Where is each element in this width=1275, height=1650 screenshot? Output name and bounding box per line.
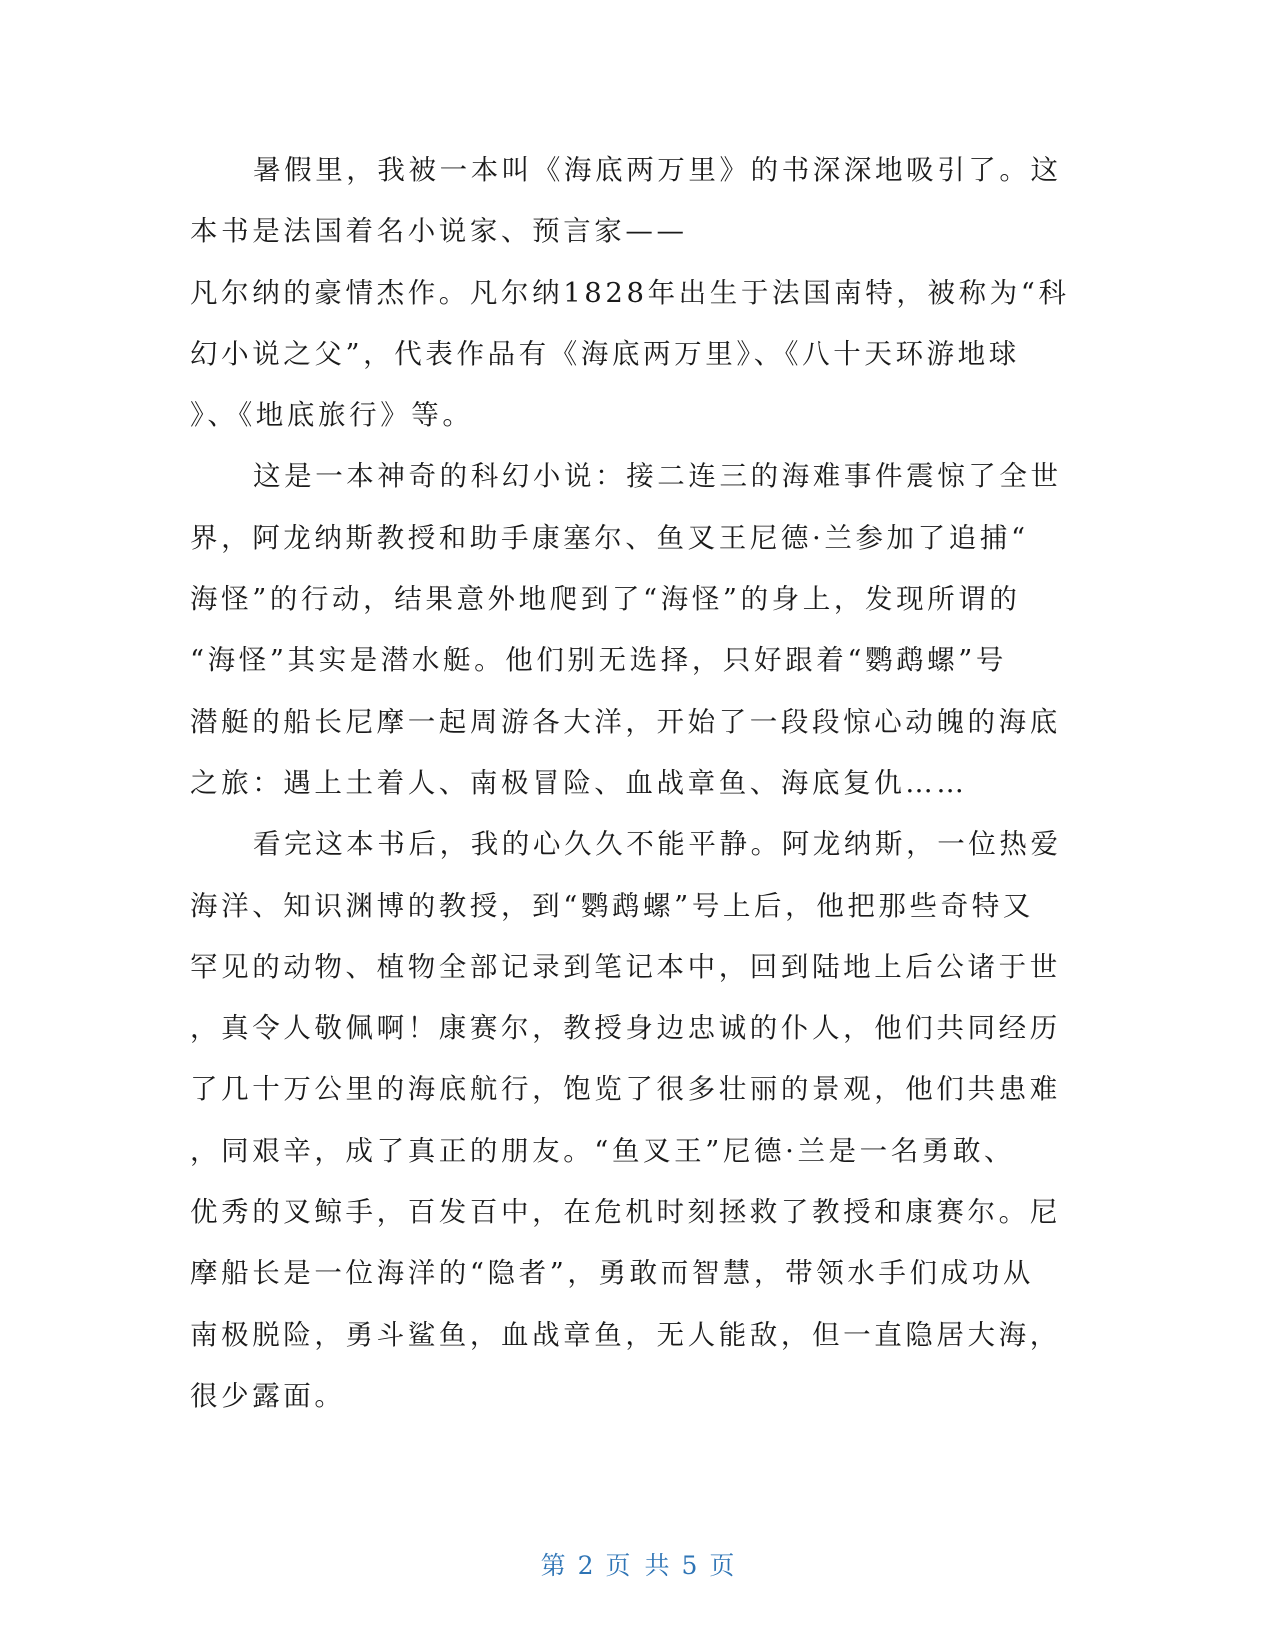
footer-mid: 页 共	[605, 1551, 670, 1580]
paragraph-1-line-1: 暑假里，我被一本叫《海底两万里》的书深深地吸引了。这	[253, 154, 1062, 186]
paragraph-3-line-1: 看完这本书后，我的心久久不能平静。阿龙纳斯，一位热爱	[253, 828, 1062, 861]
paragraph-3-line-2: 海洋、知识渊博的教授，到“鹦鹉螺”号上后，他把那些奇特又	[190, 889, 1034, 922]
paragraph-1-line-2: 本书是法国着名小说家、预言家——	[190, 215, 688, 248]
paragraph-2-line-5: 潜艇的船长尼摩一起周游各大洋，开始了一段段惊心动魄的海底	[190, 705, 1061, 738]
paragraph-3-line-5: 了几十万公里的海底航行，饱览了很多壮丽的景观，他们共患难	[190, 1073, 1061, 1106]
paragraph-2-line-1: 这是一本神奇的科幻小说：接二连三的海难事件震惊了全世	[253, 460, 1062, 493]
page-footer	[0, 1546, 1275, 1582]
paragraph-3-line-8: 摩船长是一位海洋的“隐者”，勇敢而智慧，带领水手们成功从	[190, 1257, 1034, 1290]
footer-suffix: 页	[709, 1551, 735, 1580]
paragraph-1-line-5: 》、《地底旅行》等。	[190, 399, 474, 432]
paragraph-2-line-2: 界，阿龙纳斯教授和助手康塞尔、鱼叉王尼德·兰参加了追捕“	[190, 521, 1029, 554]
paragraph-3-line-3: 罕见的动物、植物全部记录到笔记本中，回到陆地上后公诸于世	[190, 950, 1061, 983]
paragraph-3-line-4: ，真令人敬佩啊！康赛尔，教授身边忠诚的仆人，他们共同经历	[190, 1012, 1061, 1045]
paragraph-3-line-7: 优秀的叉鲸手，百发百中，在危机时刻拯救了教授和康赛尔。尼	[190, 1196, 1061, 1229]
paragraph-2-line-4: “海怪”其实是潜水艇。他们别无选择，只好跟着“鹦鹉螺”号	[190, 644, 1008, 677]
paragraph-1-line-4: 幻小说之父”，代表作品有《海底两万里》、《八十天环游地球	[190, 337, 1020, 370]
paragraph-1-line-3: 凡尔纳的豪情杰作。凡尔纳1828年出生于法国南特，被称为“科	[190, 276, 1070, 309]
footer-prefix: 第	[540, 1551, 566, 1580]
paragraph-3-line-6: ，同艰辛，成了真正的朋友。“鱼叉王”尼德·兰是一名勇敢、	[190, 1134, 1016, 1167]
paragraph-3-line-9: 南极脱险，勇斗鲨鱼，血战章鱼，无人能敌，但一直隐居大海，	[190, 1318, 1061, 1351]
paragraph-3-line-10: 很少露面。	[190, 1379, 346, 1412]
paragraph-2-line-3: 海怪”的行动，结果意外地爬到了“海怪”的身上，发现所谓的	[190, 583, 1021, 616]
total-pages-number: 5	[681, 1551, 698, 1580]
paragraph-2-line-6: 之旅：遇上土着人、南极冒险、血战章鱼、海底复仇……	[190, 766, 968, 799]
body-text	[190, 140, 1070, 1427]
current-page-number: 2	[577, 1551, 594, 1580]
